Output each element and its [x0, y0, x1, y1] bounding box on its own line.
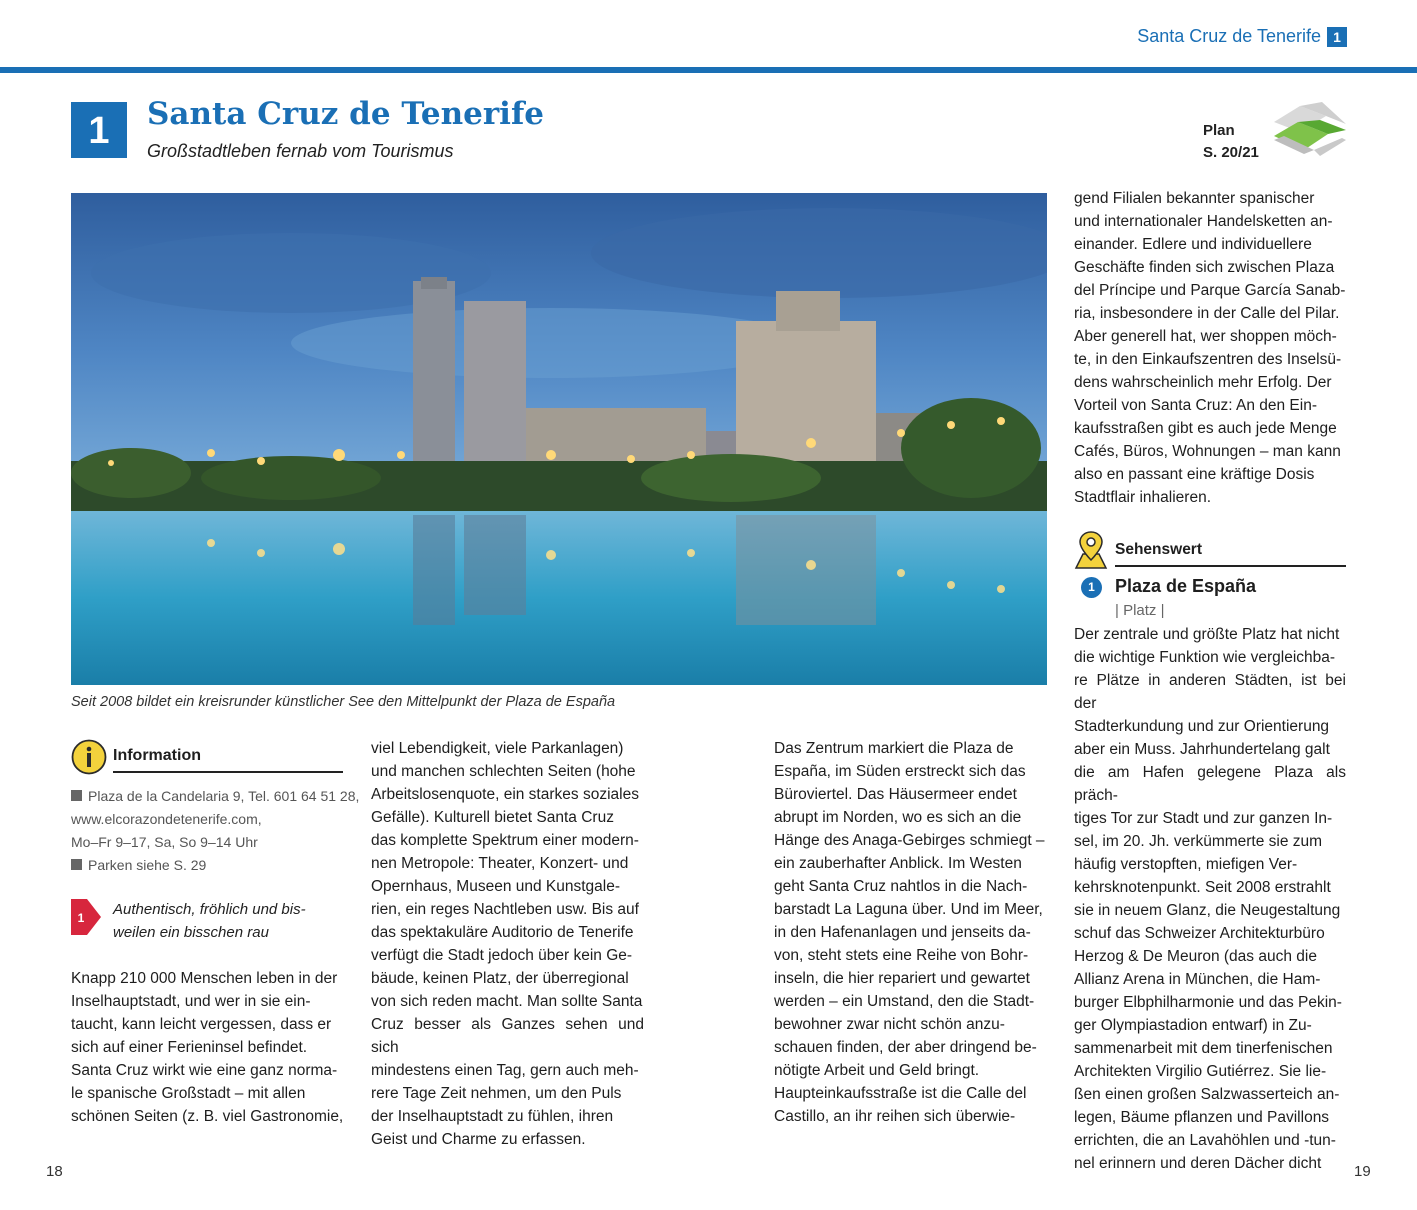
text-line: geht Santa Cruz nahtlos in die Nach- [774, 878, 1028, 895]
text-line: taucht, kann leicht vergessen, dass er [71, 1016, 332, 1033]
text-line: Architekten Virgilio Gutiérrez. Sie lie- [1074, 1063, 1327, 1080]
text-line: Arbeitslosenquote, ein starkes soziales [371, 786, 639, 803]
text-line: Knapp 210 000 Menschen leben in der [71, 970, 338, 987]
text-line: Santa Cruz wirkt wie eine ganz norma- [71, 1062, 338, 1079]
text-line: ein zauberhafter Anblick. Im Westen [774, 855, 1022, 872]
text-line: die wichtige Funktion wie vergleichba- [1074, 649, 1336, 666]
page-subtitle: Großstadtleben fernab vom Tourismus [147, 141, 454, 161]
text-line: und internationaler Handelsketten an- [1074, 213, 1333, 230]
bullet-square-icon [71, 859, 82, 870]
text-line: Opernhaus, Museen und Kunstgale- [371, 878, 621, 895]
text-line: abrupt im Norden, wo es sich an die [774, 809, 1022, 826]
page-number-left: 18 [46, 1163, 63, 1180]
text-line: Das Zentrum markiert die Plaza de [774, 740, 1014, 757]
body-column-1 [71, 967, 344, 1128]
text-line: nötigte Arbeit und Geld bringt. [774, 1062, 980, 1079]
bullet-square-icon [71, 790, 82, 801]
text-line: Der zentrale und größte Platz hat nicht [1074, 626, 1340, 643]
text-line: also en passant eine kräftige Dosis [1074, 466, 1315, 483]
info-divider [113, 771, 343, 773]
text-line: te, in den Einkaufszentren des Inselsü- [1074, 351, 1342, 368]
text-line: Herzog & De Meuron (das auch die [1074, 948, 1317, 965]
body-column-3 [774, 737, 1047, 1128]
text-line: aber ein Muss. Jahrhundertelang galt [1074, 741, 1330, 758]
text-line: Gefälle). Kulturell bietet Santa Cruz [371, 809, 614, 826]
text-line: inseln, die hier repariert und gewartet [774, 970, 1030, 987]
text-line: Cafés, Büros, Wohnungen – man kann [1074, 443, 1341, 460]
page-number-right: 19 [1354, 1163, 1371, 1180]
sight-type: | Platz | [1115, 602, 1165, 619]
location-pin-icon [1074, 530, 1108, 570]
text-line: viel Lebendigkeit, viele Parkanlagen) [371, 740, 624, 757]
text-line: Inselhauptstadt, und wer in sie ein- [71, 993, 311, 1010]
tip-text: Authentisch, fröhlich und bis- weilen ein bisschen rau [113, 901, 306, 941]
map-marker-arrow-icon [71, 895, 101, 939]
text-line: gend Filialen bekannter spanischer [1074, 190, 1315, 207]
info-hours: Mo–Fr 9–17, Sa, So 9–14 Uhr [71, 834, 258, 850]
plan-reference[interactable] [1203, 120, 1259, 164]
text-line: sel, im 20. Jh. verkümmerte sie zum [1074, 833, 1323, 850]
text-line: nen Metropole: Theater, Konzert- und [371, 855, 629, 872]
text-line: Cruz besser als Ganzes sehen und sich [371, 1016, 644, 1056]
text-line: werden – ein Umstand, den die Stadt- [774, 993, 1035, 1010]
text-line: von sich reden macht. Man sollte Santa [371, 993, 643, 1010]
text-line: schuf das Schweizer Architekturbüro [1074, 925, 1325, 942]
text-line: schauen finden, der aber dringend be- [774, 1039, 1037, 1056]
info-icon [71, 739, 107, 775]
text-line: Allianz Arena in München, die Ham- [1074, 971, 1321, 988]
text-line: del Príncipe und Parque García Sanab- [1074, 282, 1346, 299]
text-line: sie in neuem Glanz, die Neugestaltung [1074, 902, 1341, 919]
text-line: sich auf einer Ferieninsel befindet. [71, 1039, 308, 1056]
text-line: Geschäfte finden sich zwischen Plaza [1074, 259, 1335, 276]
info-website[interactable]: www.elcorazondetenerife.com, [71, 811, 262, 827]
text-line: sammenarbeit mit dem tinerfenischen [1074, 1040, 1333, 1057]
text-line: rere Tage Zeit nehmen, um den Puls [371, 1085, 622, 1102]
info-parking: Parken siehe S. 29 [71, 854, 361, 877]
text-line: Castillo, an ihr reihen sich überwie- [774, 1108, 1016, 1125]
text-line: ßen einen großen Salzwasserteich an- [1074, 1086, 1340, 1103]
chapter-badge: 1 [1327, 27, 1347, 47]
body-column-2 [371, 737, 644, 1151]
text-line: verfügt die Stadt jedoch über kein Ge- [371, 947, 633, 964]
text-line: in den Hafenanlagen und jenseits da- [774, 924, 1031, 941]
photo-plaza-de-espana [71, 193, 1047, 685]
sight-name: Plaza de España [1115, 576, 1257, 596]
text-line: ria, insbesondere in der Calle del Pilar. [1074, 305, 1340, 322]
map-icon [1270, 100, 1348, 158]
text-line: rien, ein reges Nachtleben usw. Bis auf [371, 901, 639, 918]
text-line: nel erinnern und deren Dächer dicht [1074, 1155, 1322, 1172]
text-line: mindestens einen Tag, gern auch meh- [371, 1062, 639, 1079]
text-line: von, steht stets eine Reihe von Bohr- [774, 947, 1029, 964]
text-line: bäude, keinen Platz, der überregional [371, 970, 629, 987]
sight-section-heading: Sehenswert [1115, 541, 1203, 558]
text-line: le spanische Großstadt – mit allen [71, 1085, 306, 1102]
text-line: legen, Bäume pflanzen und Pavillons [1074, 1109, 1330, 1126]
info-address: Plaza de la Candelaria 9, Tel. 601 64 51 28, [71, 785, 361, 808]
top-rule [0, 67, 1417, 73]
text-line: der Inselhauptstadt zu fühlen, ihren [371, 1108, 614, 1125]
marker-number: 1 [77, 911, 85, 925]
text-line: schönen Seiten (z. B. viel Gastronomie, [71, 1108, 344, 1125]
running-head [1137, 26, 1347, 47]
text-line: Büroviertel. Das Häusermeer endet [774, 786, 1017, 803]
text-line: burger Elbphilharmonie und das Pekin- [1074, 994, 1342, 1011]
text-line: das spektakuläre Auditorio de Tenerife [371, 924, 634, 941]
text-line: kehrsknotenpunkt. Seit 2008 erstrahlt [1074, 879, 1331, 896]
running-head-title: Santa Cruz de Tenerife [1137, 26, 1321, 46]
text-line: barstadt La Laguna über. Und im Meer, [774, 901, 1043, 918]
text-line: Hänge des Anaga-Gebirges schmiegt – [774, 832, 1045, 849]
photo-caption: Seit 2008 bildet ein kreisrunder künstlicher See den Mittelpunkt der Plaza de España [71, 694, 616, 710]
sight-number-badge: 1 [1081, 577, 1102, 598]
info-list [71, 785, 361, 877]
body-column-4-bottom [1074, 623, 1346, 1175]
chapter-number: 1 [71, 102, 127, 158]
text-line: ger Olympiastadion entwarf) in Zu- [1074, 1017, 1312, 1034]
text-line: re Plätze in anderen Städten, ist bei der [1074, 672, 1346, 712]
text-line: und manchen schlechten Seiten (hohe [371, 763, 636, 780]
text-line: errichten, die an Lavahöhlen und -tun- [1074, 1132, 1336, 1149]
text-line: Stadterkundung und zur Orientierung [1074, 718, 1330, 735]
sight-divider [1115, 565, 1346, 567]
text-line: einander. Edlere und individuellere [1074, 236, 1312, 253]
text-line: Stadtflair inhalieren. [1074, 489, 1211, 506]
plan-label: Plan [1203, 122, 1235, 139]
info-heading: Information [113, 747, 201, 764]
page-title: Santa Cruz de Tenerife [147, 96, 545, 132]
body-column-4-top [1074, 187, 1346, 509]
text-line: Geist und Charme zu erfassen. [371, 1131, 586, 1148]
text-line: Aber generell hat, wer shoppen möch- [1074, 328, 1337, 345]
text-line: tiges Tor zur Stadt und zur ganzen In- [1074, 810, 1333, 827]
text-line: die am Hafen gelegene Plaza als präch- [1074, 764, 1346, 804]
text-line: Haupteinkaufsstraße ist die Calle del [774, 1085, 1027, 1102]
text-line: das komplette Spektrum einer modern- [371, 832, 639, 849]
text-line: häufig verstopften, miefigen Ver- [1074, 856, 1298, 873]
text-line: kaufsstraßen gibt es auch jede Menge [1074, 420, 1337, 437]
plan-pages: S. 20/21 [1203, 144, 1259, 161]
text-line: Vorteil von Santa Cruz: An den Ein- [1074, 397, 1317, 414]
text-line: España, im Süden erstreckt sich das [774, 763, 1026, 780]
text-line: dens wahrscheinlich mehr Erfolg. Der [1074, 374, 1332, 391]
text-line: bewohner zwar nicht schön anzu- [774, 1016, 1005, 1033]
